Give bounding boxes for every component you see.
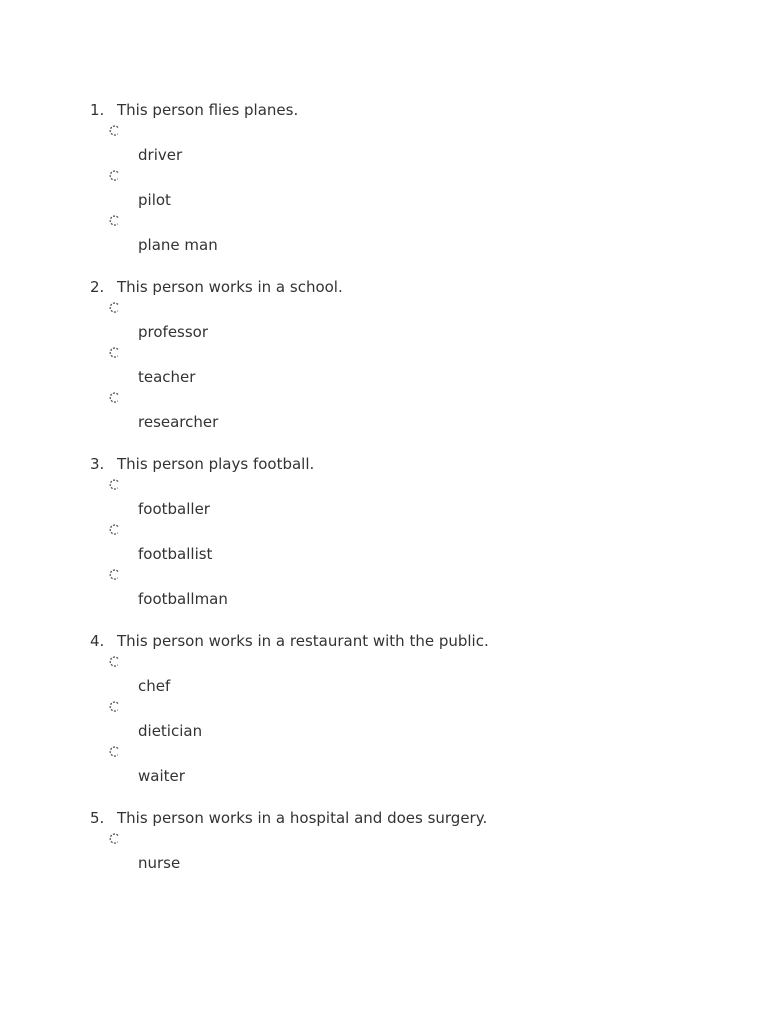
answer-option[interactable] xyxy=(90,391,730,432)
answer-option-label: footballer xyxy=(138,500,210,518)
question-text: This person works in a school. xyxy=(117,278,343,296)
answer-option[interactable] xyxy=(90,346,730,387)
question-text: This person works in a restaurant with the public. xyxy=(117,632,489,650)
answer-option[interactable] xyxy=(90,214,730,255)
question-5 xyxy=(90,809,730,873)
question-prompt xyxy=(90,809,730,828)
radio-button-icon[interactable] xyxy=(108,568,120,582)
radio-button-icon[interactable] xyxy=(108,346,120,360)
answer-option[interactable] xyxy=(90,124,730,165)
question-prompt xyxy=(90,455,730,474)
question-number: 4. xyxy=(90,632,105,650)
question-4 xyxy=(90,632,730,786)
question-number: 5. xyxy=(90,809,105,827)
answer-option[interactable] xyxy=(90,655,730,696)
answer-option[interactable] xyxy=(90,832,730,873)
answer-option-label: nurse xyxy=(138,854,181,872)
answer-options xyxy=(90,124,730,255)
radio-button-icon[interactable] xyxy=(108,832,120,846)
radio-button-icon[interactable] xyxy=(108,391,120,405)
question-prompt xyxy=(90,632,730,651)
answer-option[interactable] xyxy=(90,301,730,342)
answer-option[interactable] xyxy=(90,478,730,519)
answer-option-label: chef xyxy=(138,677,171,695)
answer-option[interactable] xyxy=(90,700,730,741)
question-3 xyxy=(90,455,730,609)
answer-option-label: dietician xyxy=(138,722,203,740)
question-number: 3. xyxy=(90,455,105,473)
answer-options xyxy=(90,478,730,609)
radio-button-icon[interactable] xyxy=(108,523,120,537)
answer-option-label: professor xyxy=(138,323,209,341)
answer-option-label: plane man xyxy=(138,236,218,254)
answer-option-label: teacher xyxy=(138,368,196,386)
radio-button-icon[interactable] xyxy=(108,214,120,228)
question-1 xyxy=(90,101,730,255)
radio-button-icon[interactable] xyxy=(108,169,120,183)
question-prompt xyxy=(90,278,730,297)
radio-button-icon[interactable] xyxy=(108,301,120,315)
radio-button-icon[interactable] xyxy=(108,745,120,759)
answer-option-label: footballman xyxy=(138,590,228,608)
answer-option[interactable] xyxy=(90,568,730,609)
question-text: This person works in a hospital and does surgery. xyxy=(117,809,488,827)
answer-options xyxy=(90,655,730,786)
answer-option-label: footballist xyxy=(138,545,213,563)
radio-button-icon[interactable] xyxy=(108,655,120,669)
answer-option[interactable] xyxy=(90,169,730,210)
question-prompt xyxy=(90,101,730,120)
answer-options xyxy=(90,832,730,873)
question-2 xyxy=(90,278,730,432)
answer-option-label: pilot xyxy=(138,191,171,209)
answer-option-label: researcher xyxy=(138,413,219,431)
answer-option-label: driver xyxy=(138,146,183,164)
answer-option[interactable] xyxy=(90,745,730,786)
radio-button-icon[interactable] xyxy=(108,478,120,492)
radio-button-icon[interactable] xyxy=(108,124,120,138)
question-text: This person flies planes. xyxy=(117,101,299,119)
question-number: 1. xyxy=(90,101,105,119)
question-text: This person plays football. xyxy=(117,455,315,473)
quiz xyxy=(90,101,730,896)
answer-option-label: waiter xyxy=(138,767,185,785)
answer-option[interactable] xyxy=(90,523,730,564)
radio-button-icon[interactable] xyxy=(108,700,120,714)
question-number: 2. xyxy=(90,278,105,296)
answer-options xyxy=(90,301,730,432)
